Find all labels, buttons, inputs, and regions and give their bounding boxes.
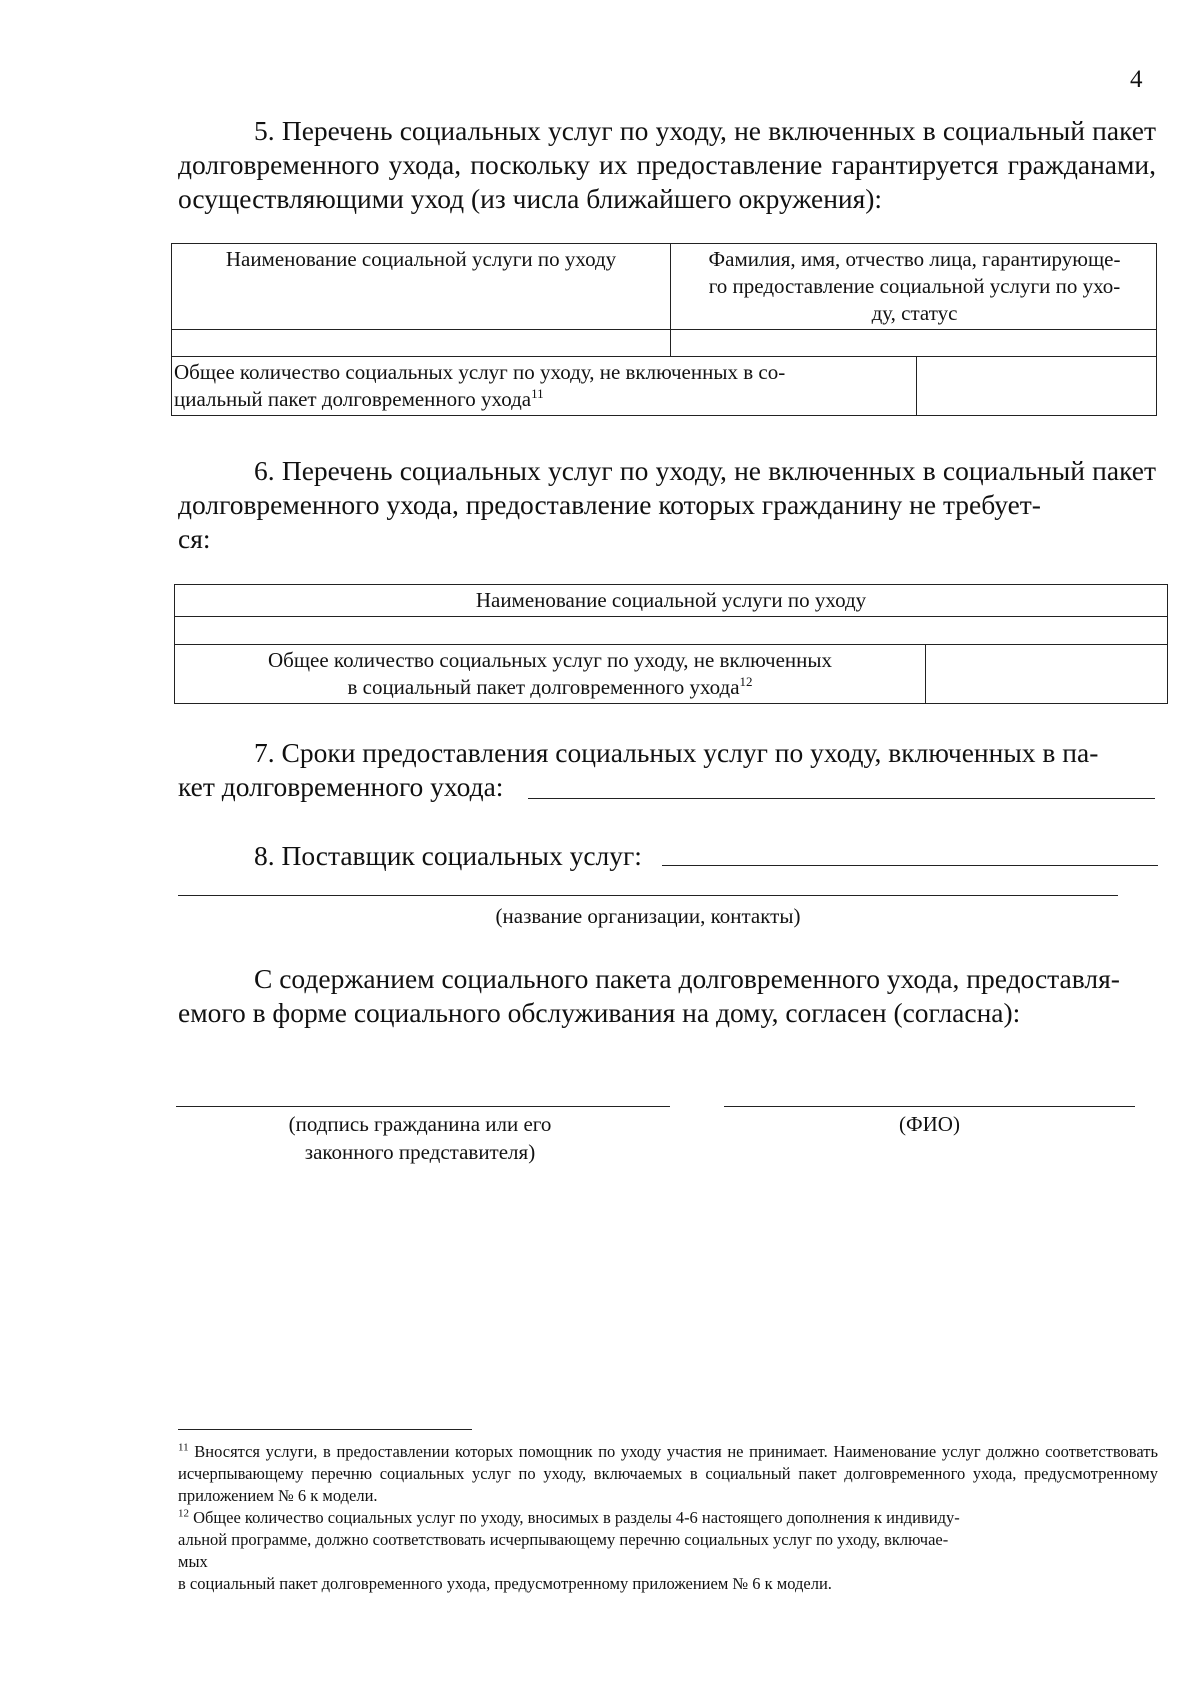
table6-total-label: Общее количество социальных услуг по уходу, не включенных в социальный пакет долговременного ухода$^{12}$: [175, 645, 926, 704]
footnote-12-text: Общее количество социальных услуг по уходу, вносимых в разделы 4-6 настоящего дополнения к индивиду- альной программе, должно соответствовать исчерпывающему перечню социальных услуг по уходу, включае- мых в социальный пакет долговременного ухода, предусмотренному приложением № 6 к модели.: [178, 1508, 960, 1593]
section-6-paragraph: [178, 454, 1156, 556]
table5-col1-header: Наименование социальной услуги по уходу: [172, 244, 671, 330]
table5-col2-header: Фамилия, имя, отчество лица, гарантирующе- го предоставление социальной услуги по ухо- ду, статус: [671, 244, 1157, 330]
footnote-ref-11: 11: [531, 386, 544, 401]
page-number: 4: [1130, 66, 1143, 93]
table5-empty-cell-2: [671, 330, 1157, 357]
table5-total-label: Общее количество социальных услуг по уходу, не включенных в со- циальный пакет долговременного ухода$^{11}$: [172, 357, 917, 416]
name-caption: (ФИО): [899, 1112, 960, 1136]
footnote-12-number: 12: [178, 1507, 189, 1520]
section-8-paragraph: [178, 839, 678, 873]
section-8-fill-line: [662, 865, 1158, 866]
section-8-second-line: [178, 895, 1118, 896]
footnote-separator: [178, 1429, 472, 1430]
table5-total-value: [917, 357, 1157, 416]
signature-caption: (подпись гражданина или его законного представителя): [288, 1112, 552, 1164]
table-section-6: [174, 584, 1168, 704]
table6-header: Наименование социальной услуги по уходу: [175, 585, 1168, 617]
footnote-11: [178, 1441, 1158, 1507]
table5-empty-cell-1: [172, 330, 671, 357]
table6-total-value: [926, 645, 1168, 704]
section-5-text: 5. Перечень социальных услуг по уходу, не включенных в социальный пакет долговременного ухода, поскольку их предоставление гарантируется гражданами, осуществляющими уход (из числа ближайшего окружения):: [178, 115, 1156, 214]
table6-empty-row: [175, 617, 1168, 645]
footnote-11-text: Вносятся услуги, в предоставлении которых помощник по уходу участия не принимает. Наименование услуг должно соответствовать исчерпывающему перечню социальных услуг по уходу, включаемых в социальный пакет долговременного ухода, предусмотренному приложением № 6 к модели.: [178, 1442, 1159, 1505]
section-8-text: 8. Поставщик социальных услуг:: [254, 840, 642, 871]
name-line: [724, 1106, 1135, 1107]
table-section-5: [171, 243, 1157, 416]
section-6-text: 6. Перечень социальных услуг по уходу, не включенных в социальный пакет долговременного ухода, предоставление которых гражданину не требует- ся:: [178, 455, 1156, 554]
organization-caption: (название организации, контакты): [495, 904, 801, 928]
footnote-ref-12: 12: [739, 674, 753, 689]
section-7-paragraph: [178, 736, 1156, 804]
section-7-text: 7. Сроки предоставления социальных услуг по уходу, включенных в па- кет долговременного ухода:: [178, 737, 1099, 802]
consent-text: С содержанием социального пакета долговременного ухода, предоставля- емого в форме социального обслуживания на дому, согласен (согласна):: [178, 963, 1120, 1028]
footnote-12: [178, 1507, 1158, 1595]
consent-paragraph: [178, 962, 1156, 1030]
section-7-fill-line: [528, 798, 1155, 799]
signature-line: [176, 1106, 670, 1107]
footnote-11-number: 11: [178, 1441, 189, 1454]
section-5-paragraph: [178, 114, 1156, 216]
